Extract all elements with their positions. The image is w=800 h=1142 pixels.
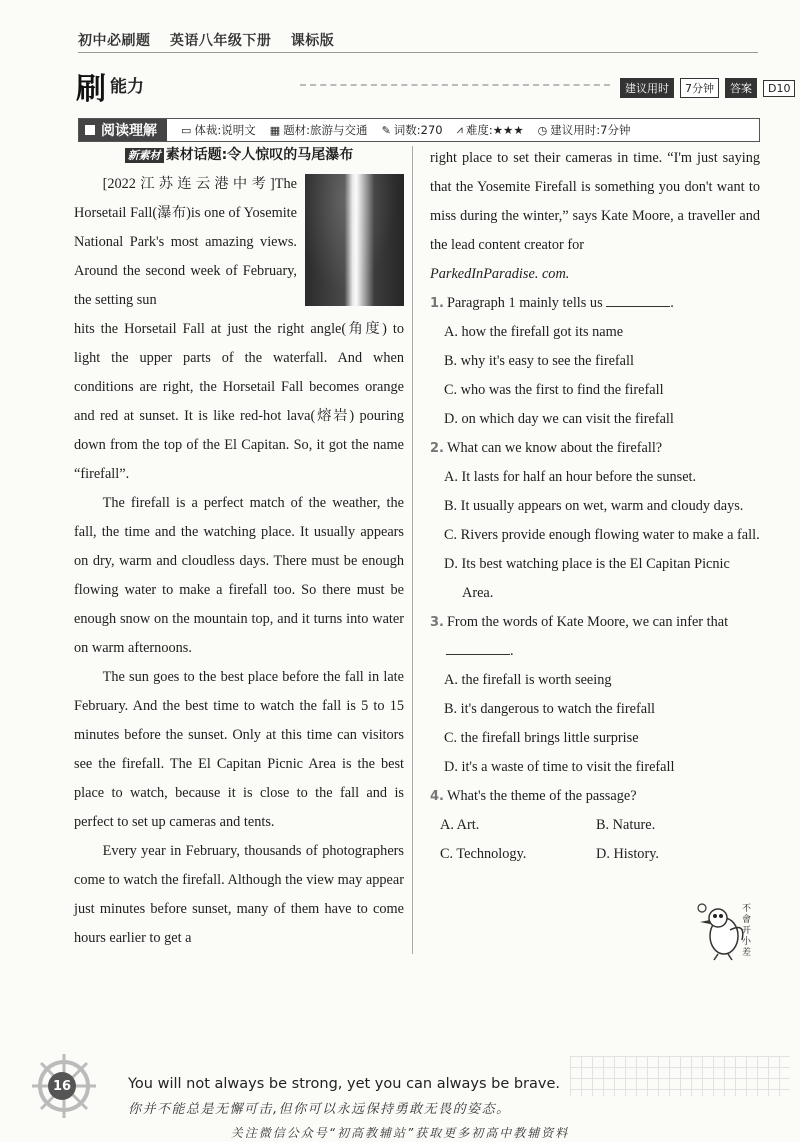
doc-icon: ▭ (181, 123, 192, 137)
genre-text: 体裁:说明文 (194, 123, 256, 137)
mascot-caption: 不會开小差 (742, 904, 752, 958)
option-a[interactable]: A. It lasts for half an hour before the sunset. (444, 469, 697, 485)
options-row-1 (430, 811, 760, 840)
section-char: 刷 (76, 72, 106, 107)
reading-info-band (78, 118, 760, 142)
paragraph-1a: [2022江苏连云港中考]The Horsetail Fall(瀑布)is one of Yosemite National Park's most amazing views. Around the second week of February, the setting sun (74, 176, 297, 308)
section-subtitle: 能力 (110, 77, 144, 97)
grid-decoration (570, 1056, 790, 1096)
topic-title (74, 144, 404, 166)
words-item (382, 122, 443, 138)
new-badge: 新素材 (125, 148, 164, 163)
edition-name: 课标版 (290, 33, 335, 49)
clock-icon: ◷ (537, 123, 548, 137)
chart-icon: ⩘ (456, 123, 463, 136)
topic-text: 素材话题:令人惊叹的马尾瀑布 (165, 147, 354, 163)
option-b[interactable]: B. Nature. (596, 817, 656, 833)
grid-icon: ▦ (269, 123, 281, 137)
series-name: 初中必刷题 (78, 33, 151, 49)
suggested-time-box (620, 78, 795, 98)
option-a[interactable]: A. Art. (440, 817, 480, 833)
band-title: 阅读理解 (101, 123, 157, 139)
question-number: 1. (430, 296, 444, 311)
option-b[interactable]: B. It usually appears on wet, warm and cloudy days. (444, 498, 744, 514)
questions-column (430, 144, 760, 869)
option-d[interactable]: D. it's a waste of time to visit the firefall (444, 759, 675, 775)
question-4 (430, 782, 760, 811)
question-1 (430, 289, 760, 318)
waterfall-photo (305, 174, 404, 306)
question-stem: What's the theme of the passage? (446, 788, 637, 804)
option-b[interactable]: B. it's dangerous to watch the firefall (444, 701, 656, 717)
column-divider (412, 146, 413, 954)
option-c[interactable]: C. the firefall brings little surprise (444, 730, 639, 746)
motto-english: You will not always be strong, yet you can always be brave. (128, 1076, 561, 1092)
option-c[interactable]: C. Technology. (440, 846, 527, 862)
option-c[interactable]: C. Rivers provide enough flowing water to make a fall. (444, 527, 760, 543)
paragraph-4-continued: right place to set their cameras in time. “I'm just saying that the Yosemite Firefall is something you don't want to miss during the winter,” says Kate Moore, a traveller and the lead content creator for (430, 150, 760, 253)
motto-chinese: 你并不能总是无懈可击,但你可以永远保持勇敢无畏的姿态。 (128, 1102, 511, 1117)
series-header (78, 30, 348, 50)
question-number: 2. (430, 441, 444, 456)
option-c[interactable]: C. who was the first to find the firefall (444, 382, 664, 398)
page-number: 16 (48, 1072, 76, 1100)
option-d[interactable]: D. Its best watching place is the El Capitan Picnic Area. (444, 556, 730, 601)
band-title-box (79, 119, 167, 141)
answer-code: D10 (763, 80, 795, 97)
page-footer (30, 1052, 770, 1122)
stem-end: . (510, 643, 514, 659)
option-d[interactable]: D. on which day we can visit the firefall (444, 411, 674, 427)
paragraph-2: The firefall is a perfect match of the weather, the fall, the time and the watching place. It usually appears on dry, warm and cloudless days. There must be enough flowing water to make a firefall too. So there must be enough snow on the mountain top, and it turns into water on warm afternoons. (74, 495, 404, 656)
option-b[interactable]: B. why it's easy to see the firefall (444, 353, 634, 369)
words-text: 词数:270 (393, 123, 443, 137)
paragraph-1b: hits the Horsetail Fall at just the right angle(角度) to light the upper parts of the waterfall. And when conditions are right, the Horsetail Fall becomes orange and red at sunset. It is like red-hot lava(熔岩) pouring down from the top of the El Capitan. So, it got the name “firefall”. (74, 321, 404, 482)
option-a[interactable]: A. the firefall is worth seeing (444, 672, 612, 688)
theme-item (270, 122, 368, 138)
difficulty-text: 难度:★★★ (465, 123, 524, 137)
time-text: 建议用时:7分钟 (550, 123, 631, 137)
question-2 (430, 434, 760, 463)
question-number: 3. (430, 615, 444, 630)
question-stem: What can we know about the firefall? (446, 440, 663, 456)
paragraph-3: The sun goes to the best place before the fall in late February. And the best time to watch the fall is 5 to 15 minutes before the sunset. Only at this time can visitors see the firefall. The El Capitan Picnic Area is the best place to watch, because it is close to the fall and is perfect to set up cameras and tents. (74, 669, 404, 830)
paragraph-4: Every year in February, thousands of photographers come to watch the firefall. Although the view may appear just minutes before sunset, many of them have to come hours earlier to get a (74, 843, 404, 946)
question-stem: From the words of Kate Moore, we can infer that (446, 614, 729, 630)
difficulty-item (457, 122, 524, 138)
square-icon (85, 125, 95, 135)
suggest-time-value: 7分钟 (680, 78, 719, 98)
stem-end: . (670, 295, 674, 311)
dashed-divider (300, 84, 610, 86)
option-a[interactable]: A. how the firefall got its name (444, 324, 624, 340)
bottom-note: 关注微信公众号“初高教辅站”获取更多初高中教辅资料 (230, 1126, 570, 1140)
answer-blank[interactable] (446, 640, 510, 655)
options-row-2 (430, 840, 760, 869)
answer-label: 答案 (725, 78, 757, 98)
time-item (538, 122, 631, 138)
genre-item (181, 122, 256, 138)
passage-column (74, 144, 404, 953)
theme-text: 题材:旅游与交通 (283, 123, 368, 137)
subject-name: 英语八年级下册 (169, 33, 272, 49)
question-3 (430, 608, 760, 666)
header-divider (78, 52, 758, 53)
question-number: 4. (430, 789, 444, 804)
answer-blank[interactable] (606, 292, 670, 307)
website-name: ParkedInParadise. com. (430, 266, 570, 282)
option-d[interactable]: D. History. (596, 846, 660, 862)
pen-icon: ✎ (381, 123, 391, 137)
question-stem: Paragraph 1 mainly tells us (446, 295, 603, 311)
suggest-time-label: 建议用时 (620, 78, 674, 98)
